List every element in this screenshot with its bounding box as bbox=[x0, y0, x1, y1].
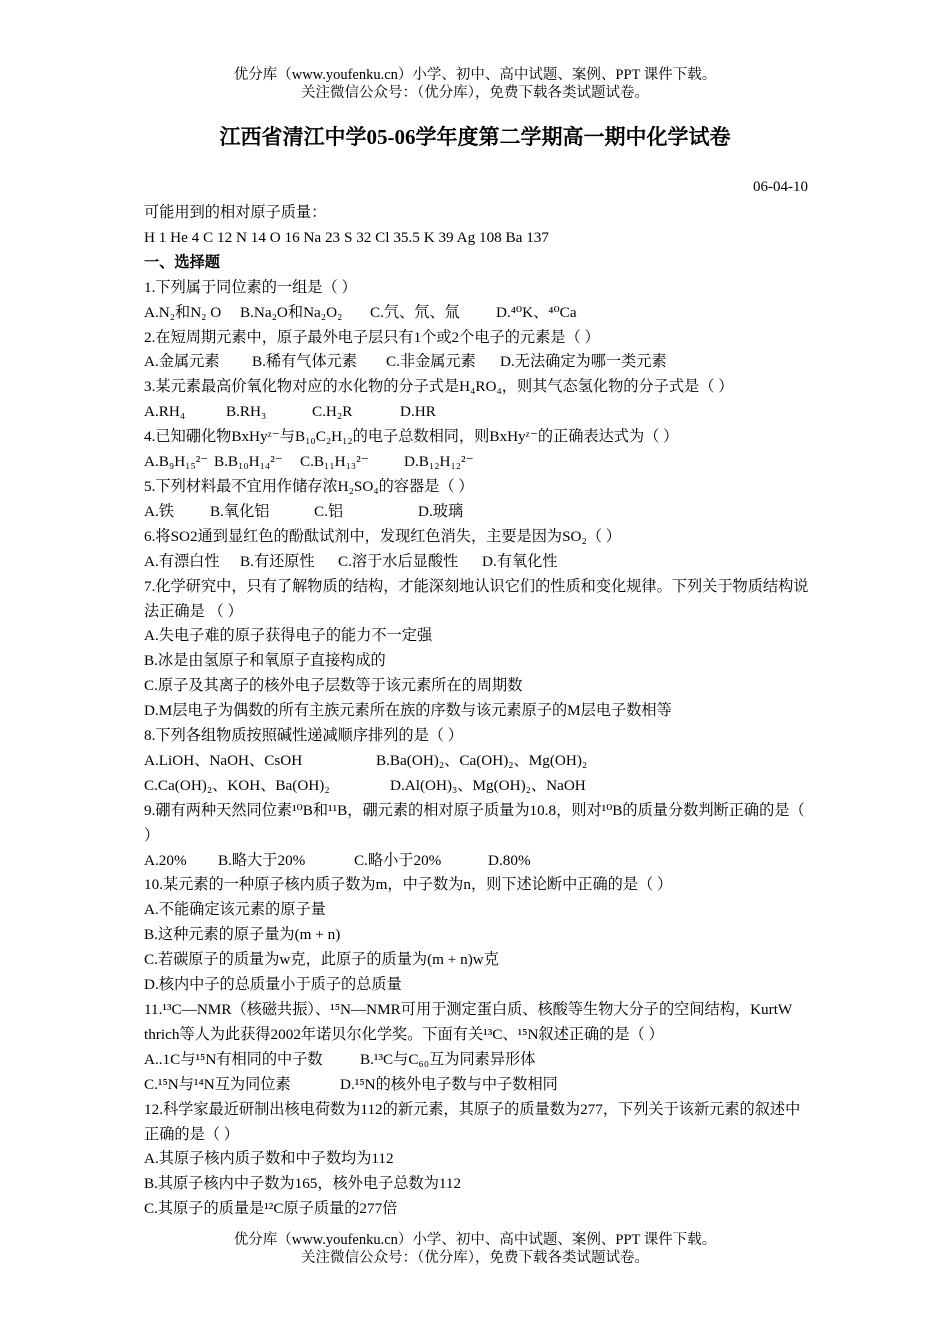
question-2-options bbox=[144, 350, 810, 375]
page-footer bbox=[0, 1231, 950, 1267]
option-c: C.H₂R bbox=[312, 403, 353, 421]
question-1-options bbox=[144, 301, 810, 326]
page-header bbox=[0, 66, 950, 102]
header-line-1: 优分库（www.youfenku.cn）小学、初中、高中试题、案例、PPT 课件下载。 bbox=[233, 67, 717, 83]
option-d: D.⁴⁰K、⁴⁰Ca bbox=[496, 303, 577, 321]
question-7-option-b: B.冰是由氢原子和氧原子直接构成的 bbox=[144, 652, 386, 670]
option-a: A.N₂和N₂ O bbox=[144, 303, 222, 321]
option-d: D.¹⁵N的核外电子数与中子数相同 bbox=[340, 1075, 558, 1093]
question-6-stem: 6.将SO2通到显红色的酚酞试剂中，发现红色消失，主要是因为SO₂（ ） bbox=[144, 527, 621, 545]
question-5-options bbox=[144, 500, 810, 525]
option-c: C.溶于水后显酸性 bbox=[338, 552, 459, 570]
option-a: A.有漂白性 bbox=[144, 552, 220, 570]
option-b: B.稀有气体元素 bbox=[252, 353, 358, 371]
question-7-option-d: D.M层电子为偶数的所有主族元素所在族的序数与该元素原子的M层电子数相等 bbox=[144, 702, 672, 720]
option-d: D.有氧化性 bbox=[482, 552, 558, 570]
option-a: A.B₉H₁₅²⁻ bbox=[144, 453, 209, 471]
option-b: B.氧化铝 bbox=[210, 502, 270, 520]
question-9-options bbox=[144, 849, 810, 874]
question-3-stem: 3.某元素最高价氧化物对应的水化物的分子式是H₄RO₄，则其气态氢化物的分子式是（ ） bbox=[144, 378, 734, 396]
option-b: B.有还原性 bbox=[240, 552, 315, 570]
option-d: D.HR bbox=[400, 403, 436, 421]
question-8-options-row-1 bbox=[144, 749, 810, 774]
option-a: A.金属元素 bbox=[144, 353, 220, 371]
question-4-stem: 4.已知硼化物BxHyᶻ⁻与B₁₀C₂H₁₂的电子总数相同，则BxHyᶻ⁻的正确表达式为（ ） bbox=[144, 428, 679, 446]
question-7-stem: 7.化学研究中，只有了解物质的结构，才能深刻地认识它们的性质和变化规律。下列关于物质结构说法正确是 （ ） bbox=[144, 577, 809, 620]
atomic-mass-values: H 1 He 4 C 12 N 14 O 16 Na 23 S 32 Cl 35.5 K 39 Ag 108 Ba 137 bbox=[144, 228, 549, 246]
question-12-option-b: B.其原子核内中子数为165，核外电子总数为112 bbox=[144, 1175, 462, 1193]
question-12-option-c: C.其原子的质量是¹²C原子质量的277倍 bbox=[144, 1200, 398, 1218]
question-11-options-row-1 bbox=[144, 1048, 810, 1073]
option-d: D.玻璃 bbox=[418, 502, 464, 520]
question-9-stem: 9.硼有两种天然同位素¹⁰B和¹¹B，硼元素的相对原子质量为10.8，则对¹⁰B的质量分数判断正确的是（ ） bbox=[144, 801, 805, 844]
option-d: D.无法确定为哪一类元素 bbox=[500, 353, 667, 371]
exam-date: 06-04-10 bbox=[753, 179, 808, 195]
question-10-option-b: B.这种元素的原子量为(m + n) bbox=[144, 926, 341, 944]
question-8-stem: 8.下列各组物质按照碱性递减顺序排列的是（ ） bbox=[144, 727, 463, 745]
option-c: C.略小于20% bbox=[354, 851, 442, 869]
question-7-option-c: C.原子及其离子的核外电子层数等于该元素所在的周期数 bbox=[144, 677, 523, 695]
option-c: C.B₁₁H₁₃²⁻ bbox=[300, 453, 369, 471]
option-d: D.Al(OH)₃、Mg(OH)₂、NaOH bbox=[390, 776, 586, 794]
footer-line-2: 关注微信公众号：（优分库），免费下载各类试题试卷。 bbox=[301, 1250, 649, 1266]
option-b: B.Na₂O和Na₂O₂ bbox=[240, 303, 343, 321]
question-12-stem: 12.科学家最近研制出核电荷数为112的新元素，其原子的质量数为277，下列关于该新元素的叙述中正确的是（ ） bbox=[144, 1100, 801, 1143]
exam-body bbox=[144, 201, 810, 1222]
option-c: C.¹⁵N与¹⁴N互为同位素 bbox=[144, 1075, 291, 1093]
option-c: C.氕、氘、氚 bbox=[370, 303, 460, 321]
question-1-stem: 1.下列属于同位素的一组是（ ） bbox=[144, 278, 357, 296]
section-heading: 一、选择题 bbox=[144, 253, 220, 271]
question-7-option-a: A.失电子难的原子获得电子的能力不一定强 bbox=[144, 627, 433, 645]
option-c: C.Ca(OH)₂、KOH、Ba(OH)₂ bbox=[144, 776, 330, 794]
footer-line-1: 优分库（www.youfenku.cn）小学、初中、高中试题、案例、PPT 课件下载。 bbox=[233, 1232, 717, 1248]
option-b: B.RH₃ bbox=[226, 403, 267, 421]
option-d: D.B₁₂H₁₂²⁻ bbox=[404, 453, 474, 471]
option-a: A.铁 bbox=[144, 502, 174, 520]
question-12-option-a: A.其原子核内质子数和中子数均为112 bbox=[144, 1150, 394, 1168]
question-4-options bbox=[144, 450, 810, 475]
option-a: A.20% bbox=[144, 851, 187, 869]
question-10-option-d: D.核内中子的总质量小于质子的总质量 bbox=[144, 976, 402, 994]
question-6-options bbox=[144, 550, 810, 575]
question-10-stem: 10.某元素的一种原子核内质子数为m，中子数为n，则下述论断中正确的是（ ） bbox=[144, 876, 673, 894]
question-8-options-row-2 bbox=[144, 774, 810, 799]
option-b: B.¹³C与C₆₀互为同素异形体 bbox=[360, 1050, 536, 1068]
option-c: C.铝 bbox=[314, 502, 344, 520]
option-d: D.80% bbox=[488, 851, 531, 869]
question-3-options bbox=[144, 400, 810, 425]
question-10-option-a: A.不能确定该元素的原子量 bbox=[144, 901, 326, 919]
option-a: A.LiOH、NaOH、CsOH bbox=[144, 751, 303, 769]
exam-title: 江西省清江中学05-06学年度第二学期高一期中化学试卷 bbox=[219, 125, 731, 149]
question-11-stem: 11.¹³C—NMR（核磁共振）、¹⁵N—NMR可用于测定蛋白质、核酸等生物大分子的空间结构，KurtW thrich等人为此获得2002年诺贝尔化学奖。下面有关¹³C、¹⁵N叙述正确的是（ ） bbox=[144, 1001, 792, 1043]
question-10-option-c: C.若碳原子的质量为w克，此原子的质量为(m + n)w克 bbox=[144, 951, 499, 969]
atomic-mass-label: 可能用到的相对原子质量： bbox=[144, 204, 327, 221]
header-line-2: 关注微信公众号：（优分库），免费下载各类试题试卷。 bbox=[301, 85, 649, 101]
option-b: B.略大于20% bbox=[218, 851, 306, 869]
question-5-stem: 5.下列材料最不宜用作储存浓H₂SO₄的容器是（ ） bbox=[144, 477, 474, 495]
question-2-stem: 2.在短周期元素中，原子最外电子层只有1个或2个电子的元素是（ ） bbox=[144, 328, 600, 346]
option-a: A.RH₄ bbox=[144, 403, 186, 421]
option-b: B.Ba(OH)₂、Ca(OH)₂、Mg(OH)₂ bbox=[376, 751, 588, 769]
option-c: C.非金属元素 bbox=[386, 353, 476, 371]
question-11-options-row-2 bbox=[144, 1073, 810, 1098]
option-a: A..1C与¹⁵N有相同的中子数 bbox=[144, 1050, 323, 1068]
option-b: B.B₁₀H₁₄²⁻ bbox=[214, 453, 283, 471]
